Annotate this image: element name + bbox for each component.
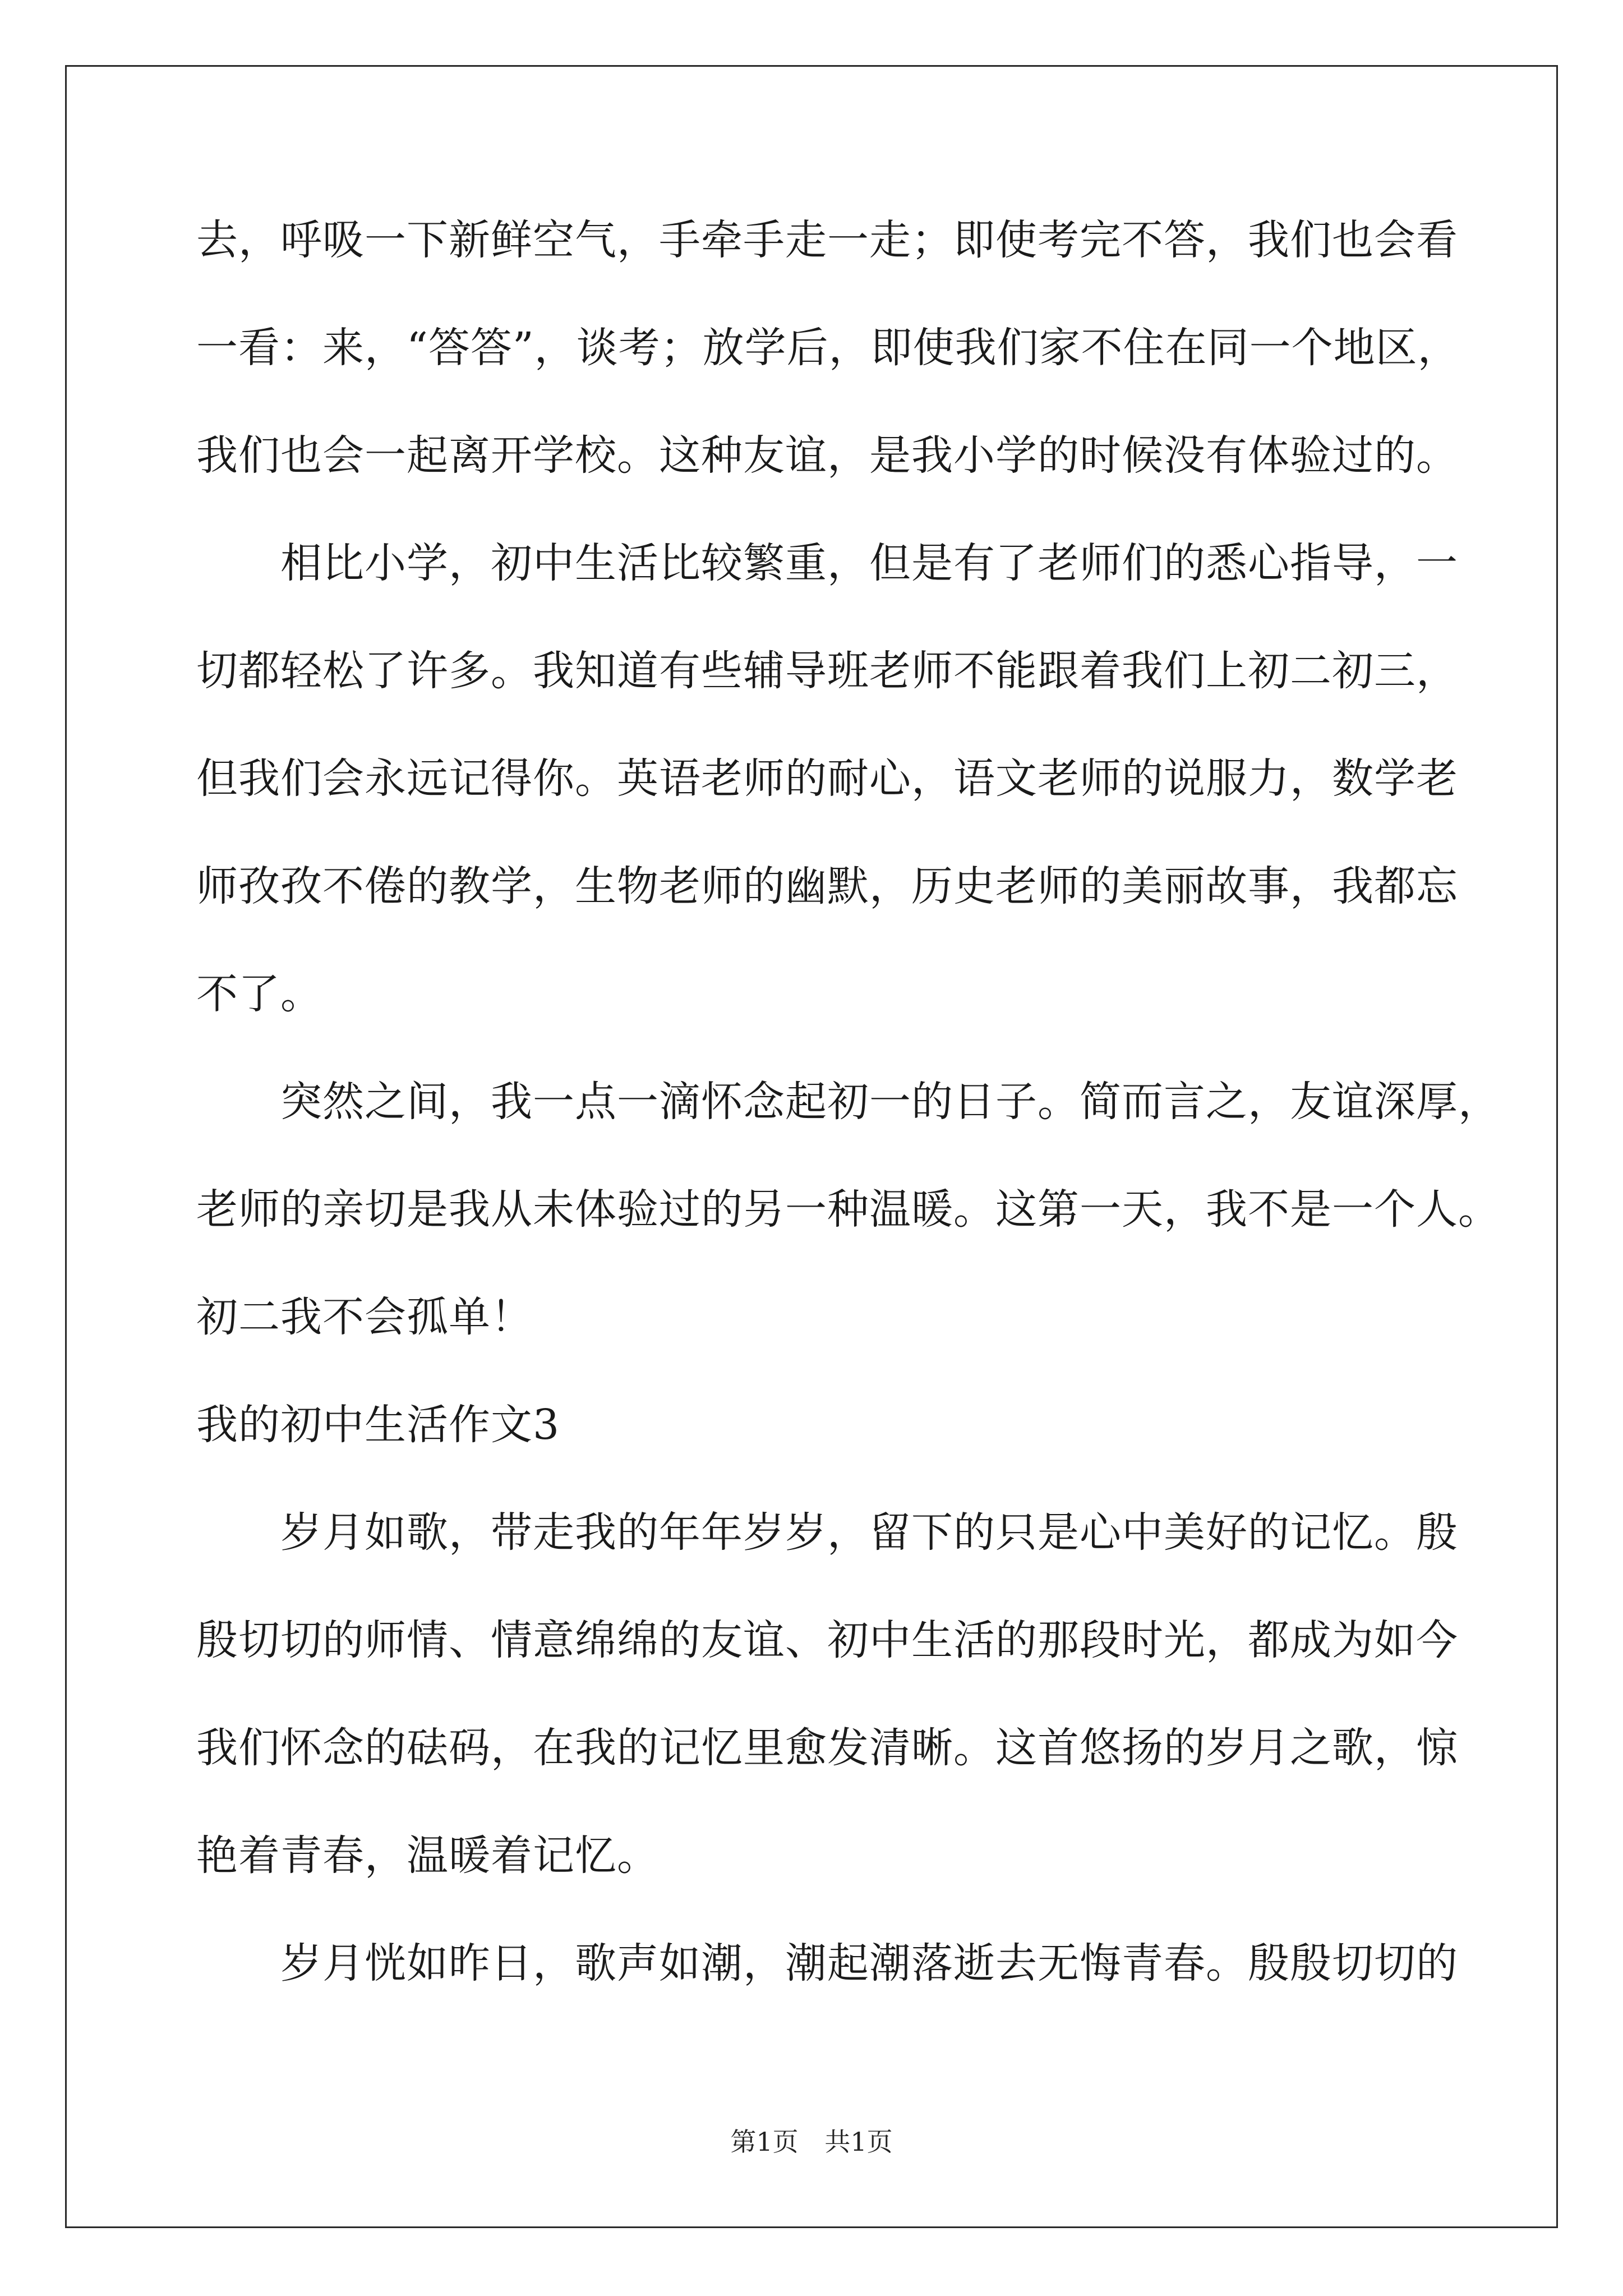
text-line: 但我们会永远记得你。英语老师的耐心，语文老师的说服力，数学老: [196, 754, 1458, 803]
text-line: 去，呼吸一下新鲜空气，手牵手走一走；即使考完不答，我们也会看: [196, 216, 1458, 264]
text-line: 艳着青春，温暖着记忆。: [196, 1832, 659, 1880]
text-line: 老师的亲切是我从未体验过的另一种温暖。这第一天，我不是一个人。: [196, 1185, 1500, 1234]
text-line: 不了。: [196, 970, 322, 1018]
text-line: 岁月恍如昨日，歌声如潮，潮起潮落逝去无悔青春。殷殷切切的: [280, 1939, 1458, 1987]
text-line: 师孜孜不倦的教学，生物老师的幽默，历史老师的美丽故事，我都忘: [196, 862, 1458, 910]
text-line: 相比小学，初中生活比较繁重，但是有了老师们的悉心指导，一: [280, 539, 1458, 587]
page-number: 第1页: [730, 2127, 799, 2157]
document-body: [196, 213, 1500, 2044]
page-footer: [0, 2125, 1623, 2159]
text-line: 我们怀念的砝码，在我的记忆里愈发清晰。这首悠扬的岁月之歌，惊: [196, 1724, 1458, 1772]
section-title: 我的初中生活作文3: [196, 1401, 560, 1449]
text-line: 初二我不会孤单！: [196, 1293, 533, 1341]
text-line: 突然之间，我一点一滴怀念起初一的日子。简而言之，友谊深厚，: [280, 1078, 1500, 1126]
text-line: 一看：来，“答答”，谈考；放学后，即使我们家不住在同一个地区，: [196, 324, 1460, 372]
text-line: 切都轻松了许多。我知道有些辅导班老师不能跟着我们上初二初三，: [196, 647, 1458, 695]
text-line: 岁月如歌，带走我的年年岁岁，留下的只是心中美好的记忆。殷: [280, 1508, 1458, 1557]
page-total: 共1页: [824, 2127, 893, 2157]
text-line: 我们也会一起离开学校。这种友谊，是我小学的时候没有体验过的。: [196, 431, 1458, 480]
text-line: 殷切切的师情、情意绵绵的友谊、初中生活的那段时光，都成为如今: [196, 1616, 1458, 1664]
